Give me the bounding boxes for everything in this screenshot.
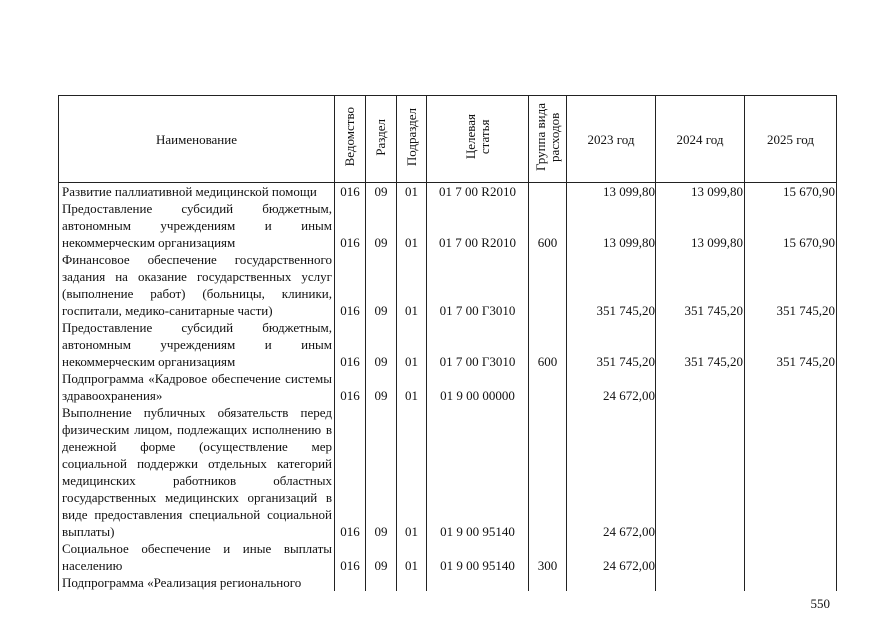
header-vedomstvo <box>335 96 366 183</box>
cell-vedomstvo: 016 <box>335 540 366 574</box>
cell-celevaya-statya: 01 9 00 95140 <box>427 404 529 540</box>
header-year-2024-label: 2024 год <box>676 131 724 147</box>
page-number: 550 <box>810 596 830 611</box>
cell-2024 <box>656 574 745 591</box>
cell-podrazdel: 01 <box>397 540 427 574</box>
cell-name: Выполнение публичных обязательств перед физическим лицом, подлежащих исполнению в денежной форме (осуществление мер социальной поддержки отдельных категорий медицинских работников областных государственных медицинских организаций в виде предоставления специальной социальной выплаты) <box>59 404 335 540</box>
table-row <box>59 251 837 319</box>
cell-gruppa <box>529 404 567 540</box>
cell-name: Предоставление субсидий бюджетным, автономным учреждениям и иным некоммерческим организациям <box>59 319 335 370</box>
budget-table <box>58 95 837 591</box>
cell-podrazdel: 01 <box>397 319 427 370</box>
table-row <box>59 540 837 574</box>
cell-celevaya-statya: 01 9 00 95140 <box>427 540 529 574</box>
cell-celevaya-statya: 01 7 00 Г3010 <box>427 319 529 370</box>
cell-gruppa <box>529 370 567 404</box>
cell-gruppa: 600 <box>529 319 567 370</box>
cell-vedomstvo: 016 <box>335 183 366 201</box>
cell-2023: 24 672,00 <box>567 540 656 574</box>
header-year-2023 <box>567 96 656 183</box>
cell-podrazdel: 01 <box>397 370 427 404</box>
cell-2025 <box>745 574 837 591</box>
header-year-2024 <box>656 96 745 183</box>
cell-podrazdel <box>397 574 427 591</box>
cell-2025: 15 670,90 <box>745 200 837 251</box>
cell-2025 <box>745 404 837 540</box>
table-row <box>59 319 837 370</box>
header-gruppa-vida-rashodov <box>529 96 567 183</box>
cell-2024: 13 099,80 <box>656 183 745 201</box>
cell-2023: 24 672,00 <box>567 404 656 540</box>
header-name-label: Наименование <box>156 131 237 147</box>
header-razdel-label: Раздел <box>373 118 388 156</box>
header-year-2023-label: 2023 год <box>587 131 635 147</box>
cell-celevaya-statya: 01 7 00 Г3010 <box>427 251 529 319</box>
cell-name: Развитие паллиативной медицинской помощи <box>59 183 335 201</box>
cell-celevaya-statya: 01 7 00 R2010 <box>427 183 529 201</box>
cell-razdel <box>366 574 397 591</box>
header-podrazdel-label: Подраздел <box>403 107 419 167</box>
cell-2023: 24 672,00 <box>567 370 656 404</box>
table-row <box>59 404 837 540</box>
table-row <box>59 574 837 591</box>
cell-2024: 351 745,20 <box>656 251 745 319</box>
cell-2024: 351 745,20 <box>656 319 745 370</box>
cell-celevaya-statya <box>427 574 529 591</box>
cell-gruppa <box>529 251 567 319</box>
header-year-2025 <box>745 96 837 183</box>
cell-2023 <box>567 574 656 591</box>
cell-2024 <box>656 404 745 540</box>
cell-2024 <box>656 540 745 574</box>
cell-razdel: 09 <box>366 183 397 201</box>
cell-name: Финансовое обеспечение государственного задания на оказание государственных услуг (выполнение работ) (больницы, клиники, госпитали, медико-санитарные части) <box>59 251 335 319</box>
header-year-2025-label: 2025 год <box>767 131 814 147</box>
table-row <box>59 370 837 404</box>
cell-razdel: 09 <box>366 319 397 370</box>
cell-celevaya-statya: 01 9 00 00000 <box>427 370 529 404</box>
cell-gruppa: 600 <box>529 200 567 251</box>
header-gruppa-label: Группа вида расходов <box>532 103 562 171</box>
cell-name: Предоставление субсидий бюджетным, автономным учреждениям и иным некоммерческим организациям <box>59 200 335 251</box>
cell-podrazdel: 01 <box>397 183 427 201</box>
table-header <box>59 96 837 183</box>
cell-razdel: 09 <box>366 540 397 574</box>
cell-razdel: 09 <box>366 200 397 251</box>
cell-celevaya-statya: 01 7 00 R2010 <box>427 200 529 251</box>
header-celevaya-statya-label: Целевая статья <box>462 114 492 160</box>
cell-name: Подпрограмма «Реализация регионального <box>59 574 335 591</box>
cell-vedomstvo: 016 <box>335 319 366 370</box>
cell-2023: 13 099,80 <box>567 183 656 201</box>
cell-podrazdel: 01 <box>397 200 427 251</box>
cell-2023: 13 099,80 <box>567 200 656 251</box>
cell-vedomstvo: 016 <box>335 200 366 251</box>
header-vedomstvo-label: Ведомство <box>342 107 357 167</box>
cell-2025: 351 745,20 <box>745 251 837 319</box>
cell-gruppa <box>529 183 567 201</box>
table-row <box>59 183 837 201</box>
cell-2023: 351 745,20 <box>567 251 656 319</box>
cell-gruppa <box>529 574 567 591</box>
cell-2025 <box>745 540 837 574</box>
cell-vedomstvo: 016 <box>335 251 366 319</box>
cell-2024 <box>656 370 745 404</box>
header-name <box>59 96 335 183</box>
cell-2025: 15 670,90 <box>745 183 837 201</box>
cell-razdel: 09 <box>366 404 397 540</box>
cell-vedomstvo: 016 <box>335 404 366 540</box>
cell-2024: 13 099,80 <box>656 200 745 251</box>
cell-vedomstvo: 016 <box>335 370 366 404</box>
table-row <box>59 200 837 251</box>
header-celevaya-statya <box>427 96 529 183</box>
cell-razdel: 09 <box>366 370 397 404</box>
cell-razdel: 09 <box>366 251 397 319</box>
cell-podrazdel: 01 <box>397 251 427 319</box>
table-body <box>59 183 837 592</box>
cell-vedomstvo <box>335 574 366 591</box>
cell-name: Социальное обеспечение и иные выплаты населению <box>59 540 335 574</box>
cell-2023: 351 745,20 <box>567 319 656 370</box>
cell-name: Подпрограмма «Кадровое обеспечение системы здравоохранения» <box>59 370 335 404</box>
cell-2025: 351 745,20 <box>745 319 837 370</box>
cell-podrazdel: 01 <box>397 404 427 540</box>
header-podrazdel <box>397 96 427 183</box>
cell-gruppa: 300 <box>529 540 567 574</box>
header-razdel <box>366 96 397 183</box>
cell-2025 <box>745 370 837 404</box>
